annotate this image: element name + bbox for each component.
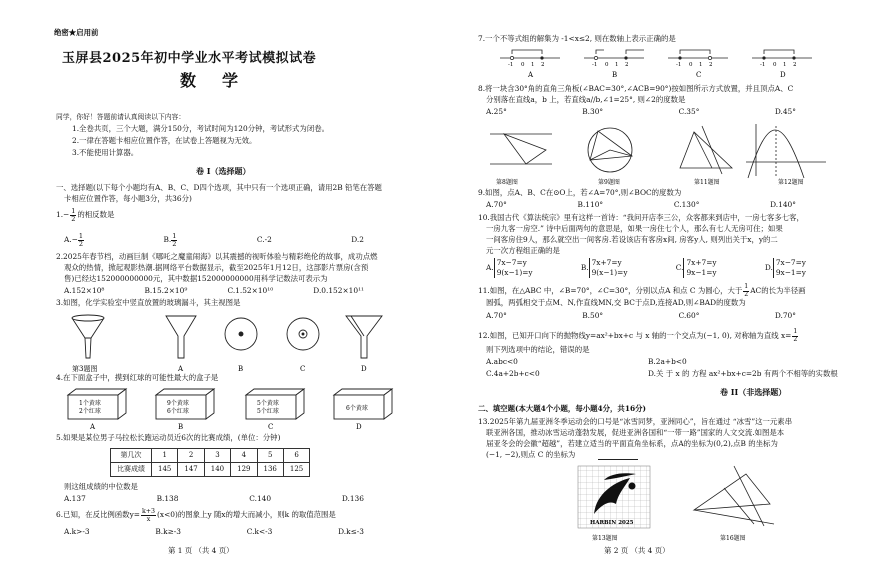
q10-options bbox=[486, 258, 806, 278]
q4-box-c-line1: 5个黄球 bbox=[257, 400, 279, 407]
q3-label-c: C bbox=[300, 365, 306, 372]
q11-caption: 第11题图 bbox=[694, 179, 720, 186]
table-cell: 第几次 bbox=[111, 449, 152, 463]
q8-caption: 第8题图 bbox=[496, 179, 518, 186]
q2-line: 2.2025年春节档，动画巨制《哪吒之魔童闹海》以其震撼的视听体验与精彩绝伦的故事，成功点燃 bbox=[56, 252, 378, 261]
q6-fraction bbox=[141, 508, 156, 523]
page-footer: 第 1 页 （共 4 页） bbox=[168, 546, 234, 555]
frac-num: 1 bbox=[793, 328, 798, 335]
q13-q16-figures bbox=[574, 464, 834, 544]
q10-option-b bbox=[581, 258, 628, 278]
q8-options bbox=[486, 107, 796, 117]
q4-box-c-line2: 5个红球 bbox=[257, 408, 279, 415]
q7-tick: 2 bbox=[541, 62, 545, 68]
table-cell: 3 bbox=[204, 449, 230, 463]
q4-box-b-line2: 6个红球 bbox=[167, 408, 189, 415]
q11-option-d: D.70° bbox=[774, 311, 796, 320]
equation: 7x+7=y bbox=[686, 258, 717, 267]
q6-frac-num: k+3 bbox=[141, 508, 156, 515]
question-1 bbox=[56, 208, 114, 223]
q1-options bbox=[64, 233, 364, 248]
q1-stem-tail: 的相反数是 bbox=[77, 210, 115, 220]
equation-system bbox=[683, 258, 716, 278]
option-letter: D. bbox=[764, 262, 773, 272]
q10-line: 一间客房住9人，那么就空出一间客房.若设该店有客房x间, 房客y人, 则列出关于x，y的二 bbox=[486, 235, 778, 244]
q8-option-d: D.45° bbox=[774, 107, 796, 116]
q7-tick: 0 bbox=[521, 62, 525, 68]
q3-stem: 3.如图，化学实验室中竖直放置的玻璃漏斗，其主视图是 bbox=[56, 298, 241, 307]
q9-caption: 第9题图 bbox=[598, 179, 620, 186]
q6-option-d: D.k≤-3 bbox=[338, 527, 364, 536]
q12-option-a: A.abc<0 bbox=[486, 357, 518, 366]
q11-options bbox=[486, 311, 796, 321]
subject-title: 数学 bbox=[180, 71, 265, 90]
q1-option-a bbox=[64, 233, 84, 248]
equation-system bbox=[773, 258, 806, 278]
q7-label-a: A bbox=[528, 71, 534, 79]
table-cell: 6 bbox=[283, 449, 309, 463]
table-cell: 129 bbox=[231, 463, 257, 477]
q7-tick: -1 bbox=[760, 62, 766, 68]
volume-1-heading: 卷 I（选择题） bbox=[196, 166, 251, 176]
q4-box-b-line1: 9个黄球 bbox=[167, 400, 189, 407]
q7-tick: 0 bbox=[605, 62, 609, 68]
q5-option-c: C.140 bbox=[249, 494, 272, 503]
notice-item: 3.不能使用计算器。 bbox=[72, 148, 139, 157]
q7-label-d: D bbox=[780, 71, 786, 79]
q11-option-c: C.60° bbox=[678, 311, 700, 320]
notice-item: 1.全卷共页，三个大题，满分150分，考试时间为120分钟，考试形式为闭卷。 bbox=[72, 124, 329, 133]
q9-options bbox=[486, 200, 796, 210]
q3-label-a: A bbox=[178, 365, 184, 372]
frac-num: 1 bbox=[172, 232, 177, 240]
q5-options bbox=[64, 494, 364, 504]
q7-tick: 2 bbox=[709, 62, 713, 68]
q10-line: 元一次方程组正确的是 bbox=[486, 246, 560, 255]
q4-label-d: D bbox=[356, 423, 362, 431]
q2-option-c: C.1.52×10¹⁰ bbox=[227, 286, 274, 295]
q6-options bbox=[64, 527, 364, 537]
q9-option-c: C.130° bbox=[673, 200, 700, 209]
q9-stem: 9.如图，点A、B、C在⊙O上，若∠A=70°,则∠BOC的度数为 bbox=[478, 188, 682, 197]
q12-fraction bbox=[792, 329, 798, 343]
q2-option-b: B.15.2×10⁹ bbox=[144, 286, 188, 295]
q12-option-c: C.4a+2b+c<0 bbox=[486, 369, 540, 378]
q1-option-a-frac bbox=[78, 233, 84, 248]
q7-tick: 1 bbox=[615, 62, 619, 68]
q2-line: 观众的热情，掀起观影热潮.据网络平台数据显示，截至2025年1月12日，这部影片票房(含预 bbox=[64, 263, 369, 272]
q10-option-c bbox=[676, 258, 717, 278]
q11-option-a: A.70° bbox=[486, 311, 507, 320]
q1-option-b-label: B. bbox=[163, 235, 172, 245]
option-letter: A. bbox=[486, 262, 494, 272]
q6-option-a: A.k>-3 bbox=[64, 527, 90, 536]
q3-label-b: B bbox=[238, 365, 244, 372]
q8-option-a: A.25° bbox=[486, 107, 507, 116]
q3-caption: 第3题图 bbox=[72, 365, 98, 372]
q3-figure bbox=[56, 310, 396, 372]
q8-line: 8.将一块含30°角的直角三角板(∠BAC=30°,∠ACB=90°)按如图所示方式放置，并且顶点A、C bbox=[478, 84, 794, 93]
section-1-line: 卡相应位置作答，每小题3分，共36分) bbox=[64, 194, 192, 203]
q4-box-d-line1: 6个黄球 bbox=[346, 405, 368, 412]
q1-option-d: D.2 bbox=[351, 235, 364, 245]
q6-option-b: B.k≥-3 bbox=[155, 527, 181, 536]
q7-tick: -1 bbox=[508, 62, 514, 68]
q7-tick: 0 bbox=[773, 62, 777, 68]
q4-label-b: B bbox=[178, 423, 184, 431]
table-cell: 1 bbox=[152, 449, 178, 463]
q5-option-d: D.136 bbox=[341, 494, 364, 503]
page-left bbox=[56, 0, 418, 563]
q1-stem: 1.− bbox=[56, 210, 70, 220]
q6-stem: 6.已知，在反比例函数y= bbox=[56, 510, 140, 520]
q12-line: 12.如图，已知开口向下的抛物线y=ax²+bx+c 与 x 轴的一个交点为(−1, 0), 对称轴为直线 x= bbox=[478, 330, 792, 340]
frac-den: 2 bbox=[744, 290, 749, 298]
exam-title: 玉屏县2025年初中学业水平考试模拟试卷 bbox=[62, 51, 317, 66]
question-6 bbox=[56, 508, 336, 523]
q11-option-b: B.50° bbox=[582, 311, 604, 320]
table-cell: 比赛成绩 bbox=[111, 463, 152, 477]
q7-tick: 2 bbox=[625, 62, 629, 68]
q8-line: 分别落在直线a，b 上，若直线a//b,∠1=25°, 则∠2的度数是 bbox=[486, 95, 686, 104]
section-1-line: 一、选择题(以下每个小题均有A、B、C、D四个选项，其中只有一个选项正确，请用2B 铅笔在答题 bbox=[56, 183, 382, 192]
q9-option-a: A.70° bbox=[486, 200, 507, 209]
q11-line: 圆弧，两弧相交于点M、N,作直线MN,交 BC于点D,连接AD,则∠BAD的度数为 bbox=[486, 298, 746, 307]
section-2-heading: 二、填空题(本大题4个小题，每小题4分，共16分) bbox=[478, 404, 646, 413]
q8-option-b: B.30° bbox=[582, 107, 604, 116]
q1-option-a-label: A.− bbox=[64, 235, 78, 245]
q7-stem: 7.一个不等式组的解集为 -1<x≤2, 则在数轴上表示正确的是 bbox=[478, 34, 676, 43]
q1-frac-num: 1 bbox=[71, 207, 76, 215]
q5-option-b: B.138 bbox=[156, 494, 179, 503]
q10-line: 10.我国古代《算法统宗》里有这样一首诗：“我问开店李三公，众客都来到店中，一房七客多七客， bbox=[478, 213, 804, 222]
q4-label-c: C bbox=[268, 423, 274, 431]
equation: 9(x−1)=y bbox=[496, 268, 533, 277]
equation: 9x−1=y bbox=[686, 268, 717, 277]
q6-option-c: C.k<-3 bbox=[246, 527, 273, 536]
q7-label-b: B bbox=[612, 71, 618, 79]
frac-den: 2 bbox=[172, 240, 177, 248]
q7-tick: 1 bbox=[699, 62, 703, 68]
confidential-mark: 绝密★启用前 bbox=[54, 28, 99, 37]
equation-system bbox=[589, 258, 628, 278]
q1-option-c: C.-2 bbox=[256, 235, 272, 245]
frac-num: 1 bbox=[744, 283, 749, 290]
q2-line: 售)已经达152000000000元，其中数据152000000000用科学记数法可表示为 bbox=[64, 274, 328, 283]
page-right bbox=[478, 0, 838, 563]
q5-stem: 5.如果是某位男子马拉松长跑运动员近6次的比赛成绩，(单位：分钟) bbox=[56, 433, 281, 442]
q4-box-a-line2: 2个红球 bbox=[79, 408, 101, 415]
q1-frac-den: 2 bbox=[71, 215, 76, 223]
q7-tick: 2 bbox=[793, 62, 797, 68]
q10-option-d bbox=[765, 258, 806, 278]
q4-box-a-line1: 1个黄球 bbox=[79, 400, 101, 407]
q12-line: 则下列选项中的结论，错误的是 bbox=[486, 345, 590, 354]
notice-heading: 同学，你好！答题前请认真阅读以下内容： bbox=[56, 113, 186, 121]
table-cell: 4 bbox=[231, 449, 257, 463]
option-letter: B. bbox=[580, 262, 589, 272]
question-12 bbox=[478, 329, 798, 343]
q2-options bbox=[64, 286, 364, 296]
q8-q12-figures bbox=[486, 120, 831, 186]
q7-figure bbox=[498, 44, 818, 80]
q7-label-c: C bbox=[696, 71, 702, 79]
q13-line: 联亚洲各国，推动冰雪运动蓬勃发展，促进亚洲各国和“一带一路”国家的人文交流.如图是本 bbox=[486, 428, 785, 437]
q6-stem-tail: (x<0)的图象上y 随x的增大而减小，则k 的取值范围是 bbox=[157, 510, 336, 520]
q4-label-a: A bbox=[90, 423, 96, 431]
table-row bbox=[111, 449, 310, 463]
q9-option-b: B.110° bbox=[577, 200, 604, 209]
q1-fraction bbox=[70, 208, 76, 223]
equation: 7x+7=y bbox=[591, 258, 622, 267]
option-letter: C. bbox=[675, 262, 684, 272]
equation: 9x−1=y bbox=[775, 268, 806, 277]
q7-tick: -1 bbox=[592, 62, 598, 68]
q2-option-a: A.152×10⁸ bbox=[64, 286, 105, 295]
equation: 7x−7=y bbox=[496, 258, 527, 267]
logo-text: HARBIN 2025 bbox=[590, 520, 634, 526]
q7-tick: 0 bbox=[689, 62, 693, 68]
frac-den: 2 bbox=[78, 240, 84, 248]
volume-2-heading: 卷 II（非选择题） bbox=[720, 387, 787, 397]
q13-line: 届亚冬会的会徽“超越”，若建立适当的平面直角坐标系，点A的坐标为(0,2),点B 的坐标为 bbox=[486, 439, 778, 448]
q5-tail: 则这组成绩的中位数是 bbox=[64, 482, 138, 491]
q5-option-a: A.137 bbox=[64, 494, 86, 503]
q5-table bbox=[110, 448, 310, 477]
q11-fraction bbox=[743, 284, 749, 298]
question-11 bbox=[478, 284, 806, 298]
q1-option-b bbox=[163, 233, 177, 248]
q3-label-d: D bbox=[361, 365, 367, 372]
q8-option-c: C.35° bbox=[678, 107, 700, 116]
q4-figure bbox=[66, 385, 406, 431]
q11-line-tail: AC的长为半径画 bbox=[750, 285, 806, 295]
equation: 9(x−1)=y bbox=[591, 268, 628, 277]
equation-system bbox=[494, 258, 533, 278]
frac-den: 2 bbox=[793, 335, 798, 343]
table-row bbox=[111, 463, 310, 477]
table-cell: 5 bbox=[257, 449, 283, 463]
frac-num: 1 bbox=[78, 232, 84, 240]
q7-tick: 1 bbox=[531, 62, 535, 68]
q1-option-b-frac bbox=[171, 233, 177, 248]
q16-caption: 第16题图 bbox=[720, 535, 746, 542]
q12-caption: 第12题图 bbox=[778, 179, 804, 186]
table-cell: 140 bbox=[204, 463, 230, 477]
q12-option-d: D.关 于 x 的 方程 ax²+bx+c=2b 有两个不相等的实数根 bbox=[648, 369, 838, 378]
q13-answer-blank bbox=[598, 459, 638, 460]
table-cell: 136 bbox=[257, 463, 283, 477]
q13-line: 13.2025年第九届亚洲冬季运动会的口号是“冰雪同梦，亚洲同心”，旨在通过 “冰雪”这一元素串 bbox=[478, 417, 793, 426]
q13-caption: 第13题图 bbox=[592, 535, 618, 542]
table-cell: 147 bbox=[178, 463, 204, 477]
q10-line: 一房九客一房空.” 诗中后面两句的意思是，如果一房住七个人，那么有七人无房可住；如果 bbox=[486, 224, 783, 233]
q13-line: (−1, −2),则点 C 的坐标为 bbox=[486, 450, 576, 459]
q10-option-a bbox=[486, 258, 533, 278]
page-footer: 第 2 页 （共 4 页） bbox=[604, 546, 670, 555]
table-cell: 145 bbox=[152, 463, 178, 477]
notice-item: 2.一律在答题卡相应位置作答，在试卷上答题视为无效。 bbox=[72, 136, 257, 145]
equation: 7x−7=y bbox=[775, 258, 806, 267]
table-cell: 125 bbox=[283, 463, 309, 477]
q12-option-b: B.2a+b<0 bbox=[648, 357, 687, 366]
q9-option-d: D.140° bbox=[770, 200, 796, 209]
q7-tick: -1 bbox=[676, 62, 682, 68]
q2-option-d: D.0.152×10¹¹ bbox=[313, 286, 364, 295]
table-cell: 2 bbox=[178, 449, 204, 463]
q11-line: 11.如图，在△ABC 中，∠B=70°，∠C=30°，分别以点A 和点 C 为圆心，大于 bbox=[478, 285, 743, 295]
q4-stem: 4.在下面盒子中，摸到红球的可能性最大的盒子是 bbox=[56, 373, 219, 382]
q6-frac-den: x bbox=[146, 516, 151, 523]
q7-tick: 1 bbox=[783, 62, 787, 68]
